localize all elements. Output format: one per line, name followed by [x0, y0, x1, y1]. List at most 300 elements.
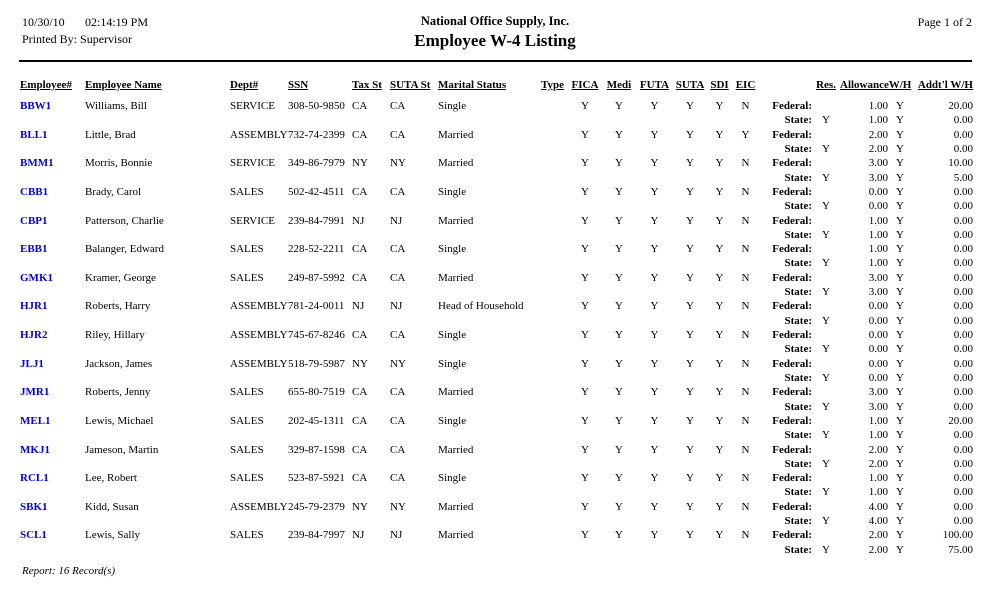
printed-by-label: Printed By: — [22, 32, 78, 46]
col-header-tax-state: Tax St — [352, 79, 382, 91]
allowance: 3.00 — [868, 171, 888, 184]
sdi-flag: Y — [715, 329, 724, 341]
addtl-wh: 0.00 — [953, 357, 973, 370]
employee-id[interactable]: RCL1 — [20, 472, 49, 485]
eic-flag: N — [741, 357, 750, 370]
type — [541, 371, 569, 385]
type — [541, 385, 569, 399]
tax-level-label: Federal: — [772, 357, 812, 370]
wh-flag: Y — [896, 500, 904, 513]
marital-status — [438, 371, 541, 385]
employee-federal-row — [20, 500, 973, 514]
employee-id — [20, 199, 85, 213]
res-flag — [812, 385, 840, 399]
sdi-flag: Y — [715, 386, 724, 399]
employee-id[interactable]: HJR1 — [20, 300, 48, 313]
wh-flag: Y — [896, 243, 904, 256]
fica-flag — [569, 371, 601, 385]
allowance: 1.00 — [868, 414, 888, 427]
employee-id[interactable]: BBW1 — [20, 100, 52, 112]
employee-id[interactable]: EBB1 — [20, 243, 48, 256]
col-header-addtl-wh: Addt'l W/H — [917, 79, 973, 91]
suta-flag — [672, 400, 708, 414]
dept: SALES — [230, 443, 264, 456]
report-title: Employee W-4 Listing — [414, 31, 576, 50]
employee-name — [85, 485, 230, 499]
addtl-wh: 0.00 — [953, 114, 973, 127]
tax-state: CA — [352, 414, 368, 427]
tax-state — [352, 400, 390, 414]
type — [541, 299, 569, 313]
addtl-wh: 0.00 — [953, 457, 973, 470]
tax-state — [352, 113, 390, 127]
tax-level-label: State: — [784, 114, 812, 127]
ssn — [288, 342, 352, 356]
res-flag — [812, 242, 840, 256]
employee-federal-row — [20, 528, 973, 542]
column-header-row — [20, 77, 973, 93]
tax-level-label: Federal: — [772, 185, 812, 198]
futa-flag: Y — [650, 100, 659, 112]
employee-federal-row — [20, 328, 973, 342]
dept — [230, 457, 288, 471]
ssn — [288, 228, 352, 242]
employee-state-row — [20, 228, 973, 242]
ssn: 308-50-9850 — [288, 100, 345, 112]
dept — [230, 228, 288, 242]
medi-flag — [601, 285, 637, 299]
suta-flag — [672, 371, 708, 385]
tax-level-label: Federal: — [772, 414, 812, 427]
fica-flag — [569, 400, 601, 414]
medi-flag: Y — [615, 329, 623, 341]
medi-flag — [601, 228, 637, 242]
medi-flag — [601, 514, 637, 528]
ssn — [288, 256, 352, 270]
wh-flag: Y — [896, 200, 904, 213]
employee-id — [20, 285, 85, 299]
allowance: 0.00 — [868, 300, 888, 313]
futa-flag: Y — [650, 300, 659, 313]
type — [541, 314, 569, 328]
wh-flag: Y — [896, 543, 904, 556]
tax-state: NY — [352, 357, 368, 370]
employee-id[interactable]: CBB1 — [20, 185, 49, 198]
eic-flag: N — [741, 243, 750, 256]
tax-state: CA — [352, 100, 368, 112]
type — [541, 271, 569, 285]
type — [541, 156, 569, 170]
suta-state — [390, 285, 438, 299]
type — [541, 485, 569, 499]
sdi-flag — [708, 371, 731, 385]
dept: SERVICE — [230, 100, 275, 112]
eic-flag — [731, 485, 760, 499]
marital-status: Married — [438, 443, 474, 456]
fica-flag — [569, 256, 601, 270]
dept — [230, 199, 288, 213]
futa-flag — [637, 113, 672, 127]
col-header-eic-flag: EIC — [735, 79, 756, 91]
type — [541, 543, 569, 557]
employee-id[interactable]: MEL1 — [20, 414, 51, 427]
employee-name: Little, Brad — [85, 128, 136, 141]
sdi-flag — [708, 457, 731, 471]
tax-state: CA — [352, 472, 368, 485]
ssn: 655-80-7519 — [288, 386, 345, 399]
futa-flag — [637, 543, 672, 557]
suta-flag — [672, 142, 708, 156]
employee-federal-row — [20, 271, 973, 285]
eic-flag: N — [741, 100, 750, 112]
suta-flag: Y — [686, 472, 694, 485]
employee-state-row — [20, 256, 973, 270]
suta-flag: Y — [686, 214, 694, 227]
dept: SALES — [230, 185, 264, 198]
dept: ASSEMBLY — [230, 128, 288, 141]
ssn — [288, 113, 352, 127]
tax-level-label: Federal: — [772, 386, 812, 399]
col-header-allowance: Allowance — [840, 79, 889, 91]
tax-state: NJ — [352, 529, 365, 542]
ssn: 329-87-1598 — [288, 443, 345, 456]
eic-flag — [731, 428, 760, 442]
futa-flag: Y — [650, 185, 659, 198]
marital-status — [438, 199, 541, 213]
employee-id — [20, 400, 85, 414]
tax-level-label: State: — [784, 257, 812, 270]
sdi-flag — [708, 113, 731, 127]
employee-id[interactable]: CBP1 — [20, 214, 48, 227]
addtl-wh: 0.00 — [953, 243, 973, 256]
eic-flag — [731, 285, 760, 299]
suta-state — [390, 428, 438, 442]
dept — [230, 256, 288, 270]
employee-name — [85, 342, 230, 356]
allowance: 1.00 — [868, 100, 888, 112]
employee-state-row — [20, 371, 973, 385]
ssn — [288, 314, 352, 328]
tax-state: CA — [352, 386, 368, 399]
allowance: 2.00 — [868, 443, 888, 456]
futa-flag — [637, 285, 672, 299]
tax-state: NY — [352, 500, 368, 513]
dept: SALES — [230, 271, 264, 284]
res-flag — [812, 271, 840, 285]
employee-id[interactable]: MKJ1 — [20, 443, 50, 456]
ssn: 502-42-4511 — [288, 185, 345, 198]
type — [541, 113, 569, 127]
futa-flag — [637, 428, 672, 442]
dept: SALES — [230, 386, 264, 399]
employee-state-row — [20, 514, 973, 528]
wh-flag: Y — [896, 386, 904, 399]
tax-level-label: State: — [784, 228, 812, 241]
eic-flag — [731, 400, 760, 414]
allowance: 1.00 — [868, 243, 888, 256]
page-indicator: Page 1 of 2 — [917, 15, 972, 29]
employee-id[interactable]: SCL1 — [20, 529, 47, 542]
suta-flag — [672, 428, 708, 442]
tax-state — [352, 314, 390, 328]
tax-level-label: State: — [784, 171, 812, 184]
sdi-flag: Y — [715, 214, 724, 227]
record-count: Report: 16 Record(s) — [22, 565, 116, 577]
marital-status: Single — [438, 185, 467, 198]
employee-id[interactable]: GMK1 — [20, 271, 53, 284]
suta-flag — [672, 342, 708, 356]
allowance: 1.00 — [868, 472, 888, 485]
addtl-wh: 0.00 — [953, 515, 973, 528]
tax-level-label: Federal: — [772, 243, 812, 256]
employee-id[interactable]: SBK1 — [20, 500, 48, 513]
tax-state: NJ — [352, 214, 365, 227]
type — [541, 171, 569, 185]
eic-flag: N — [741, 185, 750, 198]
employee-name: Jackson, James — [85, 357, 153, 370]
wh-flag: Y — [896, 157, 904, 170]
eic-flag — [731, 199, 760, 213]
eic-flag — [731, 142, 760, 156]
addtl-wh: 0.00 — [953, 486, 973, 499]
tax-level-label: Federal: — [772, 128, 812, 141]
suta-flag: Y — [686, 300, 694, 313]
res-flag: Y — [822, 142, 830, 155]
tax-state — [352, 256, 390, 270]
sdi-flag: Y — [715, 414, 724, 427]
allowance: 3.00 — [868, 286, 888, 299]
printed-by-value: Supervisor — [80, 32, 133, 46]
employee-state-row — [20, 342, 973, 356]
employee-name: Williams, Bill — [85, 100, 147, 112]
suta-state: CA — [390, 414, 406, 427]
res-flag: Y — [822, 343, 830, 356]
dept: SERVICE — [230, 214, 275, 227]
tax-level-label: Federal: — [772, 500, 812, 513]
suta-state — [390, 342, 438, 356]
sdi-flag: Y — [715, 300, 724, 313]
allowance: 2.00 — [868, 128, 888, 141]
futa-flag: Y — [650, 128, 659, 141]
employee-id[interactable]: BLL1 — [20, 128, 48, 141]
futa-flag: Y — [650, 329, 659, 341]
ssn: 239-84-7991 — [288, 214, 345, 227]
futa-flag — [637, 171, 672, 185]
allowance: 0.00 — [868, 329, 888, 341]
col-header-sdi-flag: SDI — [710, 79, 729, 91]
tax-state: CA — [352, 243, 368, 256]
sdi-flag — [708, 428, 731, 442]
report-time: 02:14:19 PM — [85, 15, 149, 29]
futa-flag: Y — [650, 500, 659, 513]
employee-id — [20, 428, 85, 442]
dept — [230, 113, 288, 127]
dept: SALES — [230, 414, 264, 427]
tax-level-label: State: — [784, 286, 812, 299]
col-header-suta-flag: SUTA — [675, 79, 705, 91]
sdi-flag — [708, 199, 731, 213]
tax-state: NJ — [352, 300, 365, 313]
marital-status — [438, 514, 541, 528]
fica-flag — [569, 428, 601, 442]
futa-flag: Y — [650, 472, 659, 485]
dept: ASSEMBLY — [230, 500, 288, 513]
medi-flag: Y — [615, 128, 623, 141]
suta-flag — [672, 256, 708, 270]
ssn — [288, 171, 352, 185]
sdi-flag: Y — [715, 472, 724, 485]
tax-level-label: State: — [784, 343, 812, 356]
fica-flag: Y — [581, 214, 589, 227]
ssn — [288, 400, 352, 414]
employee-state-row — [20, 113, 973, 127]
employee-id[interactable]: JMR1 — [20, 386, 50, 399]
futa-flag — [637, 142, 672, 156]
fica-flag: Y — [581, 529, 589, 542]
col-header-wh-flag: W/H — [888, 79, 912, 91]
employee-id[interactable]: BMM1 — [20, 157, 54, 170]
sdi-flag — [708, 400, 731, 414]
employee-name — [85, 314, 230, 328]
allowance: 1.00 — [868, 228, 888, 241]
employee-id — [20, 256, 85, 270]
allowance: 1.00 — [868, 114, 888, 127]
ssn: 732-74-2399 — [288, 128, 345, 141]
wh-flag: Y — [896, 142, 904, 155]
type — [541, 285, 569, 299]
suta-state — [390, 543, 438, 557]
medi-flag — [601, 171, 637, 185]
addtl-wh: 0.00 — [953, 271, 973, 284]
fica-flag: Y — [581, 329, 589, 341]
res-flag: Y — [822, 429, 830, 442]
dept: SERVICE — [230, 157, 275, 170]
tax-level-label: Federal: — [772, 329, 812, 341]
type — [541, 99, 569, 113]
suta-flag: Y — [686, 414, 694, 427]
suta-flag — [672, 228, 708, 242]
allowance: 0.00 — [868, 343, 888, 356]
tax-level-label: Federal: — [772, 214, 812, 227]
employee-id — [20, 142, 85, 156]
suta-state — [390, 113, 438, 127]
suta-state: CA — [390, 271, 406, 284]
res-flag: Y — [822, 200, 830, 213]
sdi-flag — [708, 285, 731, 299]
res-flag — [812, 528, 840, 542]
medi-flag — [601, 371, 637, 385]
suta-state — [390, 485, 438, 499]
sdi-flag — [708, 342, 731, 356]
marital-status — [438, 171, 541, 185]
fica-flag: Y — [581, 500, 589, 513]
ssn — [288, 428, 352, 442]
marital-status: Married — [438, 386, 474, 399]
report-date: 10/30/10 — [22, 15, 65, 29]
sdi-flag: Y — [715, 157, 724, 170]
medi-flag: Y — [615, 271, 623, 284]
dept: ASSEMBLY — [230, 300, 288, 313]
ssn: 202-45-1311 — [288, 414, 345, 427]
type — [541, 414, 569, 428]
futa-flag: Y — [650, 414, 659, 427]
medi-flag: Y — [615, 157, 623, 170]
employee-state-row — [20, 428, 973, 442]
allowance: 3.00 — [868, 386, 888, 399]
addtl-wh: 5.00 — [953, 171, 973, 184]
ssn — [288, 457, 352, 471]
employee-state-row — [20, 199, 973, 213]
eic-flag — [731, 314, 760, 328]
addtl-wh: 0.00 — [953, 443, 973, 456]
addtl-wh: 0.00 — [953, 500, 973, 513]
medi-flag — [601, 457, 637, 471]
tax-level-label: State: — [784, 142, 812, 155]
sdi-flag — [708, 543, 731, 557]
employee-rows — [20, 99, 973, 557]
employee-id[interactable]: HJR2 — [20, 329, 48, 341]
wh-flag: Y — [896, 515, 904, 528]
suta-flag: Y — [686, 500, 694, 513]
allowance: 2.00 — [868, 543, 888, 556]
fica-flag: Y — [581, 357, 589, 370]
eic-flag: N — [741, 271, 750, 284]
ssn: 349-86-7979 — [288, 157, 345, 170]
wh-flag: Y — [896, 286, 904, 299]
allowance: 0.00 — [868, 185, 888, 198]
wh-flag: Y — [896, 128, 904, 141]
suta-flag: Y — [686, 185, 694, 198]
ssn — [288, 543, 352, 557]
employee-id — [20, 485, 85, 499]
suta-state: CA — [390, 128, 406, 141]
eic-flag: N — [741, 157, 750, 170]
addtl-wh: 0.00 — [953, 343, 973, 356]
sdi-flag — [708, 228, 731, 242]
dept — [230, 514, 288, 528]
res-flag: Y — [822, 457, 830, 470]
suta-flag — [672, 285, 708, 299]
col-header-fica-flag: FICA — [571, 79, 599, 91]
res-flag: Y — [822, 114, 830, 127]
col-header-ssn: SSN — [288, 79, 309, 91]
res-flag — [812, 99, 840, 113]
eic-flag — [731, 113, 760, 127]
employee-federal-row — [20, 214, 973, 228]
ssn: 523-87-5921 — [288, 472, 345, 485]
type — [541, 400, 569, 414]
tax-state — [352, 543, 390, 557]
tax-state — [352, 171, 390, 185]
dept — [230, 543, 288, 557]
medi-flag: Y — [615, 243, 623, 256]
tax-level-label: State: — [784, 400, 812, 413]
res-flag — [812, 128, 840, 142]
wh-flag: Y — [896, 400, 904, 413]
tax-state: NY — [352, 157, 368, 170]
ssn — [288, 285, 352, 299]
fica-flag: Y — [581, 185, 589, 198]
sdi-flag — [708, 314, 731, 328]
employee-id[interactable]: JLJ1 — [20, 357, 44, 370]
type — [541, 428, 569, 442]
tax-level-label: State: — [784, 543, 812, 556]
suta-flag: Y — [686, 100, 694, 112]
medi-flag: Y — [615, 300, 623, 313]
futa-flag: Y — [650, 443, 659, 456]
marital-status — [438, 285, 541, 299]
allowance: 4.00 — [868, 500, 888, 513]
